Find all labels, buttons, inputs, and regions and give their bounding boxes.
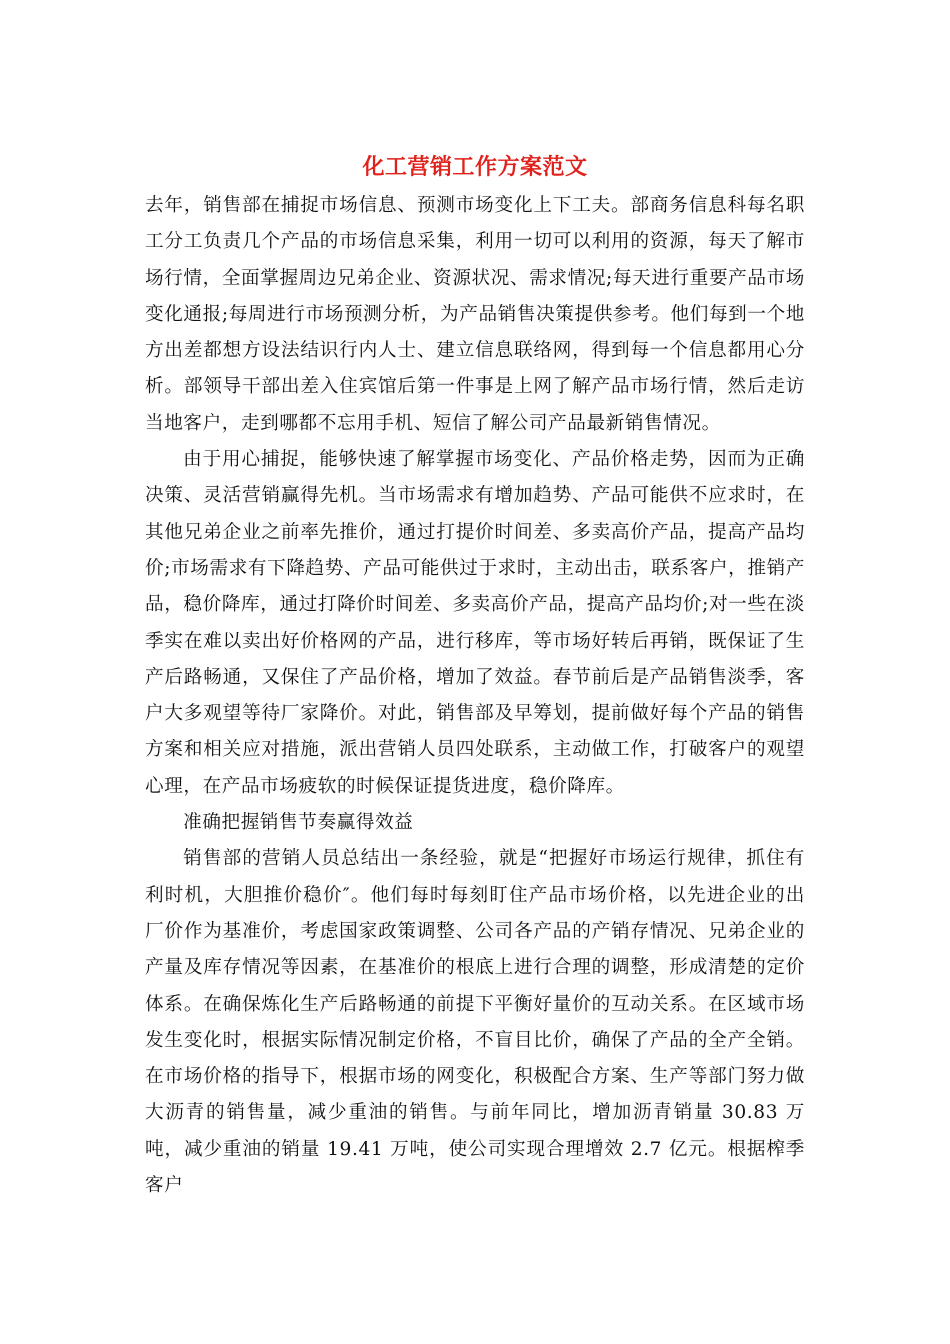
section-heading: 准确把握销售节奏赢得效益 — [183, 812, 414, 834]
paragraph-sales-rhythm: 销售部的营销人员总结出一条经验，就是“把握好市场运行规律，抓住有利时机，大胆推价稳价″。他们每时每刻盯住产品市场价格，以先进企业的出厂价作为基准价，考虑国家政策调整、公司各产品的产销存情况、兄弟企业的产量及库存情况等因素，在基准价的根底上进行合理的调整，形成清楚的定价体系。在确保炼化生产后路畅通的前提下平衡好量价的互动关系。在区域市场发生变化时，根据实际情况制定价格，不盲目比价，确保了产品的全产全销。在市场价格的指导下，根据市场的网变化，积极配合方案、生产等部门努力做大沥青的销售量，减少重油的销售。与前年同比，增加沥青销量 30.83 万吨，减少重油的销量 19.41 万吨，使公司实现合理增效 2.7 亿元。根据榨季客户 — [145, 848, 805, 1197]
document-title: 化工营销工作方案范文 — [362, 155, 588, 180]
paragraph-quick-response: 由于用心捕捉，能够快速了解掌握市场变化、产品价格走势，因而为正确决策、灵活营销赢得先机。当市场需求有增加趋势、产品可能供不应求时，在其他兄弟企业之前率先推价，通过打提价时间差、多卖高价产品，提高产品均价;市场需求有下降趋势、产品可能供过于求时，主动出击，联系客户，推销产品，稳价降库，通过打降价时间差、多卖高价产品，提高产品均价;对一些在淡季实在难以卖出好价格网的产品，进行移库，等市场好转后再销，既保证了生产后路畅通，又保住了产品价格，增加了效益。春节前后是产品销售淡季，客户大多观望等待厂家降价。对此，销售部及早筹划，提前做好每个产品的销售方案和相关应对措施，派出营销人员四处联系，主动做工作，打破客户的观望心理，在产品市场疲软的时候保证提货进度，稳价降库。 — [145, 449, 805, 797]
document-page — [145, 148, 805, 1204]
paragraph-market-info: 去年，销售部在捕捉市场信息、预测市场变化上下工夫。部商务信息科每名职工分工负责几个产品的市场信息采集，利用一切可以利用的资源，每天了解市场行情，全面掌握周边兄弟企业、资源状况、需求情况;每天进行重要产品市场变化通报;每周进行市场预测分析，为产品销售决策提供参考。他们每到一个地方出差都想方设法结识行内人士、建立信息联络网，得到每一个信息都用心分析。部领导干部出差入住宾馆后第一件事是上网了解产品市场行情，然后走访当地客户，走到哪都不忘用手机、短信了解公司产品最新销售情况。 — [145, 195, 805, 434]
